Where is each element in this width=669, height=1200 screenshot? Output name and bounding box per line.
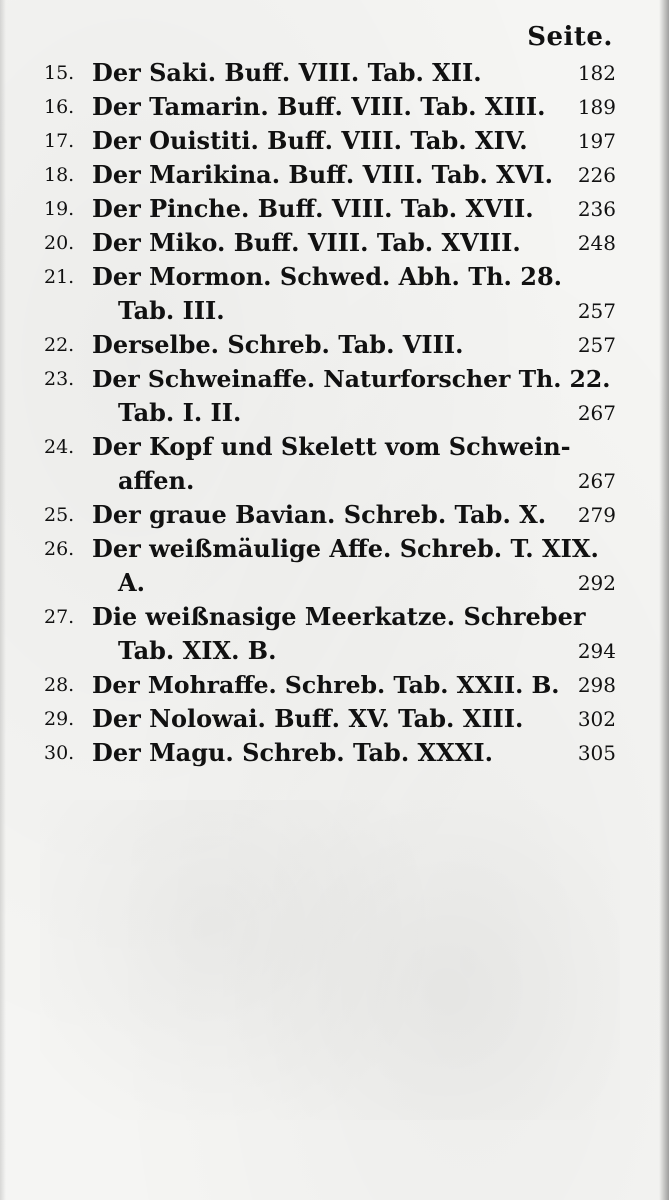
toc-entry: [44, 702, 616, 736]
toc-entry: [44, 362, 616, 430]
entry-title: Derselbe. Schreb. Tab. VIII.: [92, 330, 464, 359]
entry-title: Der Magu. Schreb. Tab. XXXI.: [92, 738, 493, 767]
entry-number: 19.: [44, 198, 75, 220]
toc-entry-line: [44, 600, 616, 634]
entry-number: 24.: [44, 436, 75, 458]
entry-number: 26.: [44, 538, 75, 560]
toc-entry: [44, 328, 616, 362]
toc-entry: [44, 226, 616, 260]
toc-entry-line: [44, 362, 616, 396]
entry-page-number: 298: [577, 673, 616, 697]
page-edge-left: [0, 0, 6, 1200]
toc-entry-line: [44, 736, 616, 770]
entry-page-number: 294: [577, 639, 616, 663]
entry-title: Der Marikina. Buff. VIII. Tab. XVI.: [92, 160, 554, 189]
toc-entry: [44, 124, 616, 158]
entry-page-number: 226: [577, 163, 616, 187]
entry-number: 21.: [44, 266, 75, 288]
entry-title: Die weißnasige Meerkatze. Schreber: [92, 602, 586, 631]
entry-title: Der weißmäulige Affe. Schreb. T. XIX.: [92, 534, 599, 563]
entry-page-number: 248: [577, 231, 616, 255]
entry-page-number: 279: [577, 503, 616, 527]
entry-page-number: 267: [577, 469, 616, 493]
toc-entry: [44, 192, 616, 226]
toc-entry-line: [44, 702, 616, 736]
toc-entry-continuation: [44, 464, 616, 498]
toc-entry: [44, 430, 616, 498]
entry-page-number: 236: [577, 197, 616, 221]
entry-number: 20.: [44, 232, 75, 254]
entry-number: 30.: [44, 742, 75, 764]
entry-title: Der Ouistiti. Buff. VIII. Tab. XIV.: [92, 126, 528, 155]
toc-entry-line: [44, 226, 616, 260]
entry-title: Der Kopf und Skelett vom Schwein-: [92, 432, 571, 461]
entry-title: Der graue Bavian. Schreb. Tab. X.: [92, 500, 547, 529]
entry-page-number: 257: [577, 333, 616, 357]
entry-title: Der Schweinaffe. Naturforscher Th. 22.: [92, 365, 611, 393]
entry-title: Der Nolowai. Buff. XV. Tab. XIII.: [92, 704, 524, 733]
entry-title: Tab. I. II.: [118, 398, 242, 427]
toc-entry-continuation: [44, 294, 616, 328]
entry-number: 29.: [44, 708, 75, 730]
entry-title: Der Mohraffe. Schreb. Tab. XXII. B.: [92, 671, 560, 699]
toc-entry-line: [44, 498, 616, 532]
toc-entry: [44, 532, 616, 600]
entry-page-number: 292: [577, 571, 616, 595]
entry-page-number: 305: [577, 741, 616, 765]
entry-number: 15.: [44, 62, 75, 84]
entry-number: 28.: [44, 674, 75, 696]
entry-page-number: 197: [577, 129, 616, 153]
toc-entry: [44, 736, 616, 770]
toc-entry-line: [44, 124, 616, 158]
toc-entry: [44, 158, 616, 192]
entry-number: 27.: [44, 606, 75, 628]
page-column-header: Seite.: [527, 22, 613, 52]
entry-title: Tab. XIX. B.: [118, 636, 277, 665]
toc-entry-continuation: [44, 566, 616, 600]
entry-page-number: 257: [577, 299, 616, 323]
toc-entry-line: [44, 56, 616, 90]
toc-entry-line: [44, 532, 616, 566]
entry-number: 22.: [44, 334, 75, 356]
toc-entry-continuation: [44, 396, 616, 430]
entry-page-number: 189: [577, 95, 616, 119]
entry-title: Der Mormon. Schwed. Abh. Th. 28.: [92, 262, 563, 291]
entry-title: Der Saki. Buff. VIII. Tab. XII.: [92, 58, 482, 87]
entry-title: Der Miko. Buff. VIII. Tab. XVIII.: [92, 228, 521, 257]
entry-number: 18.: [44, 164, 75, 186]
toc-entry-continuation: [44, 634, 616, 668]
toc-entry: [44, 90, 616, 124]
show-through-stain: [40, 800, 620, 1120]
entry-title: A.: [118, 568, 145, 597]
toc-entry: [44, 56, 616, 90]
entry-page-number: 302: [577, 707, 616, 731]
toc-entry: [44, 498, 616, 532]
entry-title: Der Pinche. Buff. VIII. Tab. XVII.: [92, 194, 534, 223]
entry-title: Tab. III.: [118, 296, 225, 325]
entry-page-number: 267: [577, 401, 616, 425]
entry-page-number: 182: [577, 61, 616, 85]
page-edge-right: [659, 0, 669, 1200]
toc-entry: [44, 600, 616, 668]
toc-entry-line: [44, 328, 616, 362]
toc-entry-line: [44, 260, 616, 294]
toc-entry-line: [44, 158, 616, 192]
table-of-contents: [44, 56, 616, 770]
toc-entry-line: [44, 192, 616, 226]
toc-entry: [44, 668, 616, 702]
entry-number: 17.: [44, 130, 75, 152]
toc-entry-line: [44, 90, 616, 124]
entry-title: Der Tamarin. Buff. VIII. Tab. XIII.: [92, 92, 546, 121]
entry-number: 25.: [44, 504, 75, 526]
toc-entry-line: [44, 668, 616, 702]
toc-entry: [44, 260, 616, 328]
entry-title: affen.: [118, 466, 195, 495]
toc-entry-line: [44, 430, 616, 464]
entry-number: 16.: [44, 96, 75, 118]
entry-number: 23.: [44, 368, 75, 390]
